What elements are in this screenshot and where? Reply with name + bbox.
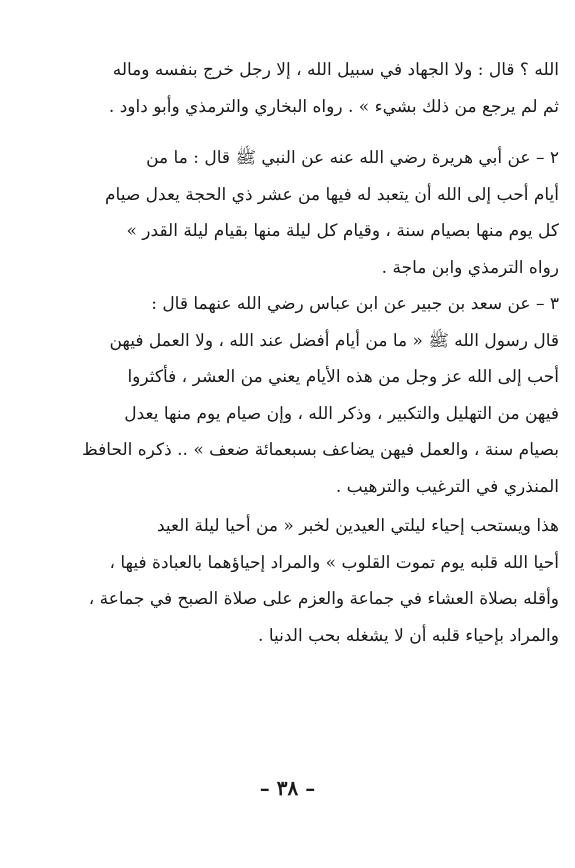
text-line: المنذري في الترغيب والترهيب . <box>335 476 559 497</box>
paragraph-eid-nights <box>16 508 559 654</box>
paragraph-hadith-2 <box>16 140 559 286</box>
paragraph-hadith-3 <box>16 286 559 506</box>
text-line: أيام أحب إلى الله أن يتعبد له فيها من عشر ذي الحجة يعدل صيام <box>105 184 559 205</box>
text-line: ٣ – عن سعد بن جبير عن ابن عباس رضي الله عنهما قال : <box>151 294 559 314</box>
text-line: رواه الترمذي وابن ماجة . <box>381 257 559 278</box>
text-line: ٢ – عن أبي هريرة رضي الله عنه عن النبي ﷺ قال : ما من <box>146 148 559 168</box>
page-number: – ٣٨ – <box>259 776 316 800</box>
text-line: فيهن من التهليل والتكبير ، وذكر الله ، وإن صيام يوم منها يعدل <box>124 403 559 424</box>
text-line: بصيام سنة ، والعمل فيهن يضاعف بسبعمائة ضعف » .. ذكره الحافظ <box>82 440 559 461</box>
text-line: أحيا الله قلبه يوم تموت القلوب » والمراد إحياؤهما بالعبادة فيها ، <box>109 552 559 573</box>
paragraph-hadith-continuation <box>16 52 559 125</box>
text-line: وأقله بصلاة العشاء في جماعة والعزم على صلاة الصبح في جماعة ، <box>88 589 559 610</box>
text-line: الله ؟ قال : ولا الجهاد في سبيل الله ، إلا رجل خرج بنفسه وماله <box>112 60 559 80</box>
text-line: والمراد بإحياء قلبه أن لا يشغله بحب الدنيا . <box>258 625 559 646</box>
text-line: ثم لم يرجع من ذلك بشيء » . رواه البخاري والترمذي وأبو داود . <box>108 96 559 117</box>
text-line: قال رسول الله ﷺ « ما من أيام أفضل عند الله ، ولا العمل فيهن <box>109 330 559 351</box>
text-line: أحب إلى الله عز وجل من هذه الأيام يعني من العشر ، فأكثروا <box>127 367 559 388</box>
text-line: هذا ويستحب إحياء ليلتي العيدين لخبر « من أحيا ليلة العيد <box>156 516 559 536</box>
text-line: كل يوم منها بصيام سنة ، وقيام كل ليلة منها بقيام ليلة القدر » <box>126 221 559 242</box>
